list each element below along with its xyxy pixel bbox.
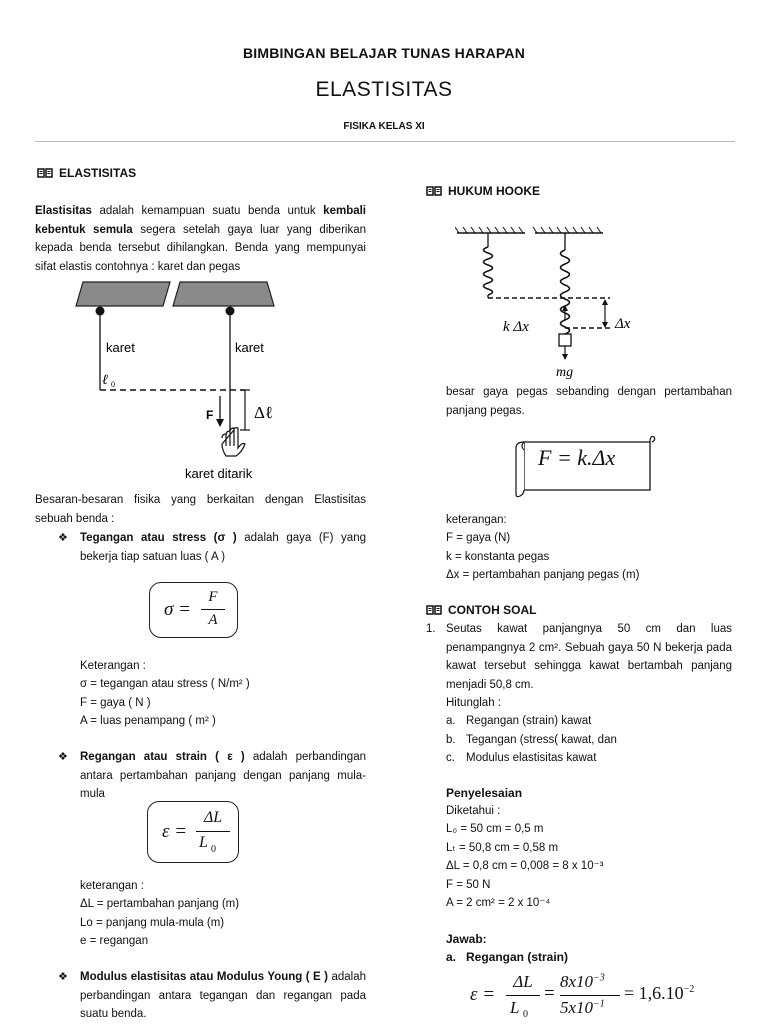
ket-title: keterangan: xyxy=(446,514,507,526)
given-line: L₀ = 50 cm = 0,5 m xyxy=(446,823,544,836)
answer-f2-den-exp: −1 xyxy=(593,998,605,1010)
jawab-title: Jawab: xyxy=(446,932,487,946)
ket-line: F = gaya ( N ) xyxy=(80,696,151,709)
stress-formula-num: F xyxy=(208,589,218,605)
ket-title: keterangan : xyxy=(80,880,144,892)
hooke-keterangan xyxy=(446,511,639,585)
rubber-band-figure xyxy=(70,278,280,488)
spring-left xyxy=(484,247,493,295)
list-item-marker: b. xyxy=(446,733,456,746)
answer-result-base: = 1,6.10 xyxy=(624,983,684,1003)
strain-formula-box xyxy=(147,801,239,863)
book-icon xyxy=(426,605,442,615)
stress-desc: adalah gaya (F) yang bekerja tiap satuan luas ( A ) xyxy=(80,532,366,563)
fraction-bar xyxy=(201,609,225,610)
answer-f2-den xyxy=(560,998,605,1018)
ceiling-left xyxy=(76,282,170,306)
ket-title: Keterangan : xyxy=(80,660,146,672)
label-karet-left: karet xyxy=(106,340,135,355)
strain-desc: adalah perbandingan antara pertambahan panjang dengan panjang mula-mula xyxy=(80,751,366,801)
support-left xyxy=(455,227,525,233)
fraction-bar xyxy=(506,995,540,996)
hitunglah: Hitunglah : xyxy=(446,697,501,709)
support-right xyxy=(533,227,603,233)
list-item xyxy=(446,731,617,750)
jawab-a-label: Regangan (strain) xyxy=(466,950,569,964)
label-dx: Δx xyxy=(615,316,631,332)
answer-f1-den-sub: 0 xyxy=(523,1009,528,1020)
soal-number: 1. xyxy=(426,623,436,635)
hooke-text: besar gaya pegas sebanding dengan pertambahan panjang pegas. xyxy=(446,386,732,417)
section-contoh-soal xyxy=(426,603,536,617)
list-item-text: Regangan (strain) kawat xyxy=(466,715,592,727)
modulus-term: Modulus elastisitas atau Modulus Young ( E ) xyxy=(80,971,328,983)
list-item-text: Tegangan (stress( kawat, dan xyxy=(466,733,617,746)
intro-text-1: adalah kemampuan suatu benda untuk xyxy=(91,205,324,217)
ket-line: A = luas penampang ( m² ) xyxy=(80,715,216,728)
page-title: ELASTISITAS xyxy=(315,78,453,101)
soal-items xyxy=(446,712,617,768)
strain-formula-den: L xyxy=(199,834,208,851)
besaran-intro: Besaran-besaran fisika yang berkaitan dengan Elastisitas sebuah benda : xyxy=(35,494,366,525)
label-kdx: k Δx xyxy=(503,319,529,335)
term-elastisitas: Elastisitas xyxy=(35,205,92,217)
given-line: F = 50 N xyxy=(446,878,491,891)
answer-f2-den-base: 5x10 xyxy=(560,998,594,1017)
answer-result-exp: −2 xyxy=(683,984,695,995)
list-item-text: Modulus elastisitas kawat xyxy=(466,752,597,765)
intro-paragraph xyxy=(35,202,366,276)
strain-formula-num: ΔL xyxy=(203,809,223,826)
mass-block xyxy=(559,334,571,346)
ket-line: Lo = panjang mula-mula (m) xyxy=(80,916,225,929)
hand-icon xyxy=(222,428,245,456)
label-mg: mg xyxy=(556,365,574,380)
jawab-a-marker: a. xyxy=(446,950,457,964)
hooke-formula: F = k.Δx xyxy=(538,445,616,470)
bullet-modulus xyxy=(58,968,366,1024)
answer-f1-den: L xyxy=(510,998,520,1017)
label-l0: ℓ xyxy=(102,373,108,388)
section-hukum-hooke xyxy=(426,184,540,198)
figure-caption: karet ditarik xyxy=(185,466,253,481)
answer-f2-num-base: 8x10 xyxy=(560,972,594,991)
ket-line: k = konstanta pegas xyxy=(446,550,550,563)
label-l0-sub: 0 xyxy=(111,380,115,389)
list-item xyxy=(446,749,617,768)
answer-f2-num-exp: −3 xyxy=(593,972,605,984)
given-line: Lₜ = 50,8 cm = 0,58 m xyxy=(446,841,559,854)
spring-right xyxy=(561,250,570,334)
diamond-bullet-icon: ❖ xyxy=(58,532,68,544)
section-elastisitas xyxy=(37,166,136,180)
intro-text-2: segera setelah gaya luar yang diberikan kepada benda tersebut dihilangkan. Benda yang mempunyai sifat elastis contohnya : karet dan pegas xyxy=(35,223,366,273)
stress-keterangan xyxy=(80,657,250,731)
hooke-title-label: HUKUM HOOKE xyxy=(448,184,540,198)
fraction-bar xyxy=(560,995,620,996)
modulus-desc: adalah perbandingan antara tegangan dan regangan pada suatu benda. xyxy=(80,971,366,1021)
spring-figure xyxy=(455,225,655,380)
org-title: BIMBINGAN BELAJAR TUNAS HARAPAN xyxy=(242,45,526,61)
bullet-stress xyxy=(58,529,366,566)
section-elastisitas-label: ELASTISITAS xyxy=(59,166,137,180)
fraction-bar xyxy=(196,831,230,832)
ceiling-right xyxy=(173,282,274,306)
header-divider xyxy=(35,141,735,142)
list-item-marker: a. xyxy=(446,715,456,727)
diketahui-title: Diketahui : xyxy=(446,805,501,817)
stress-formula-box xyxy=(149,582,238,638)
strain-formula-lhs: ε = xyxy=(162,821,188,842)
book-icon xyxy=(426,186,442,196)
label-force: F xyxy=(206,408,214,422)
ket-line: F = gaya (N) xyxy=(446,532,511,545)
strain-term: Regangan atau strain ( ε ) xyxy=(80,751,245,763)
given-line: ΔL = 0,8 cm = 0,008 = 8 x 10⁻³ xyxy=(446,860,604,873)
given-line: A = 2 cm² = 2 x 10⁻⁴ xyxy=(446,897,551,910)
diamond-bullet-icon: ❖ xyxy=(58,971,68,983)
ket-line: ΔL = pertambahan panjang (m) xyxy=(80,898,240,911)
contoh-title-label: CONTOH SOAL xyxy=(448,603,537,617)
label-delta-l: Δℓ xyxy=(254,403,274,422)
strain-answer-formula xyxy=(470,972,732,1022)
strain-formula-den-sub: 0 xyxy=(211,844,216,855)
equals-sign: = xyxy=(544,983,555,1004)
list-item xyxy=(446,712,617,731)
label-karet-right: karet xyxy=(235,340,264,355)
ket-line: e = regangan xyxy=(80,935,149,948)
ket-line: Δx = pertambahan panjang pegas (m) xyxy=(446,569,640,582)
diketahui-block xyxy=(446,802,604,912)
stress-term: Tegangan atau stress (σ ) xyxy=(80,532,237,544)
term-kembali: kembali kebentuk semula xyxy=(35,205,366,236)
soal-text: Seutas kawat panjangnya 50 cm dan luas penampangnya 2 cm². Sebuah gaya 50 N bekerja pada kawat tersebut sehingga kawat bertambah panjang menjadi 50,8 cm. xyxy=(446,623,732,691)
diamond-bullet-icon: ❖ xyxy=(58,751,68,763)
ket-line: σ = tegangan atau stress ( N/m² ) xyxy=(80,678,250,691)
penyelesaian-title: Penyelesaian xyxy=(446,786,523,800)
stress-formula-den: A xyxy=(208,612,218,628)
stress-formula-lhs: σ = xyxy=(164,599,191,620)
answer-f2-num xyxy=(560,972,605,992)
list-item-marker: c. xyxy=(446,752,455,765)
answer-lhs: ε = xyxy=(470,984,496,1005)
book-icon xyxy=(37,168,53,178)
page-subtitle: FISIKA KELAS XI xyxy=(343,121,425,132)
answer-result xyxy=(624,983,694,1004)
strain-keterangan xyxy=(80,877,239,951)
answer-f1-num: ΔL xyxy=(513,972,533,991)
bullet-strain xyxy=(58,748,366,804)
